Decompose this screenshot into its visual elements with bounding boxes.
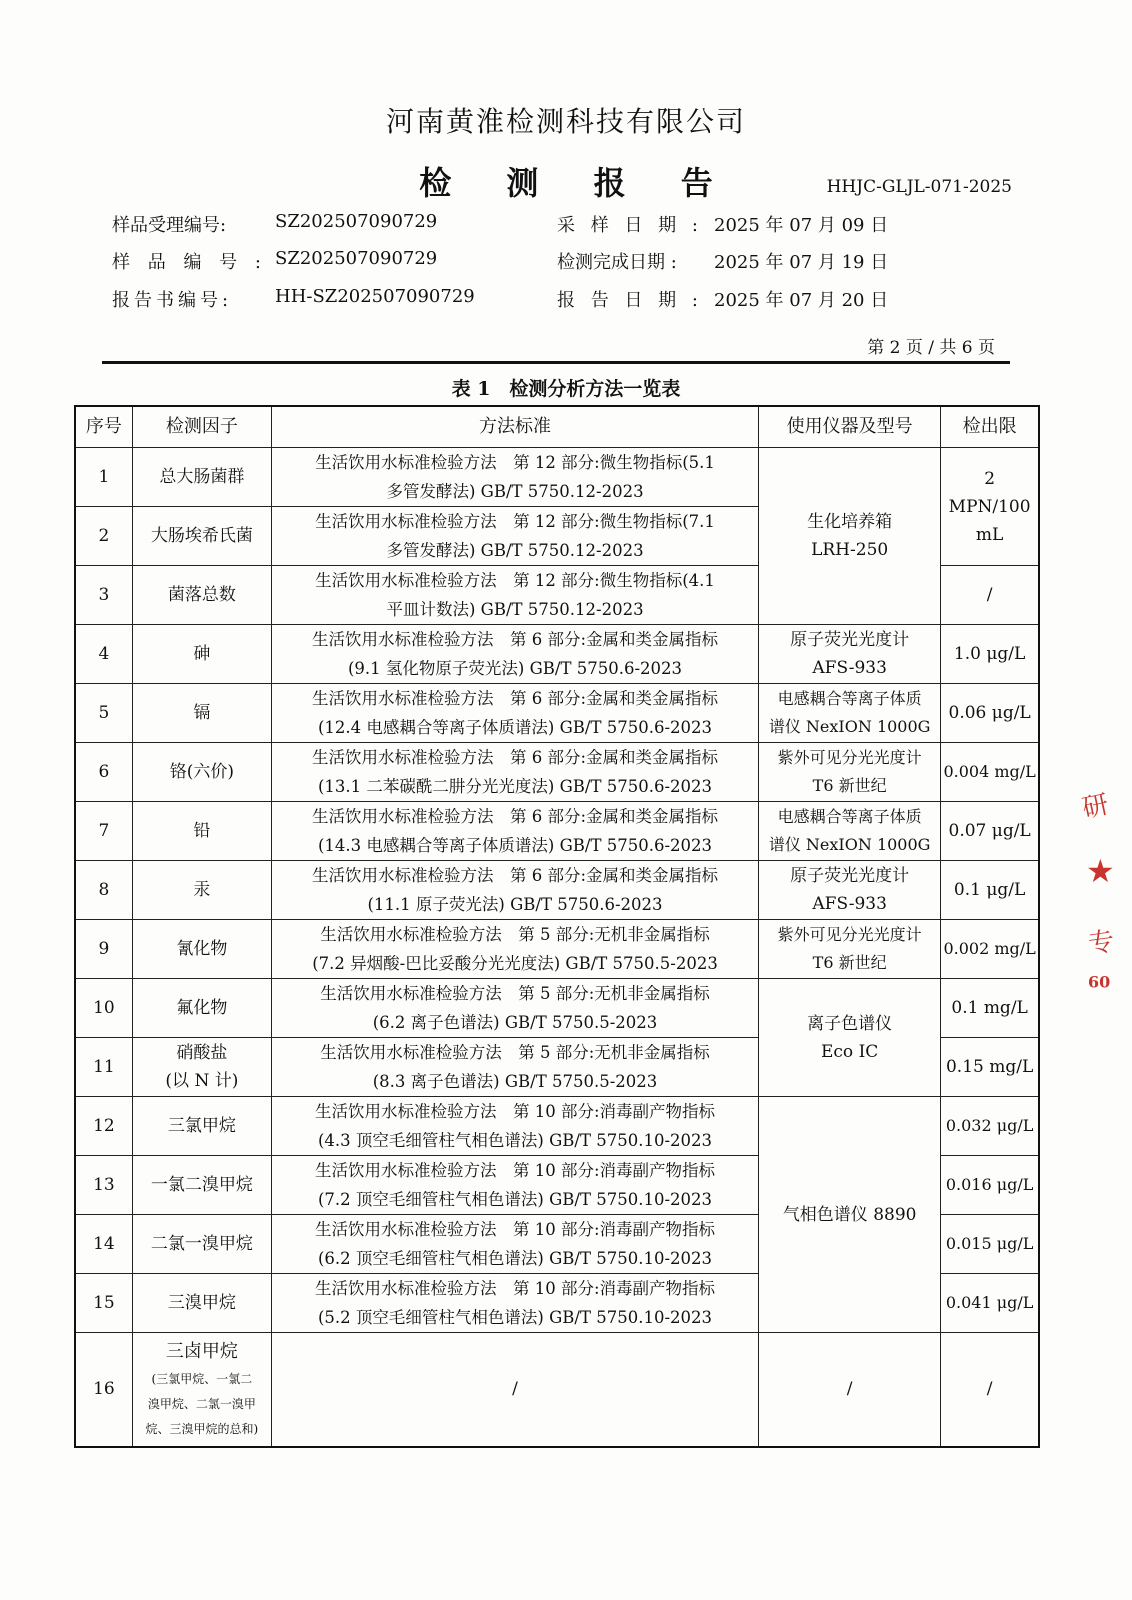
- company-name: 河南黄淮检测科技有限公司: [385, 105, 746, 138]
- row-limit: 0.032 μg/L: [941, 1097, 1039, 1156]
- header-factor: 检测因子: [132, 406, 271, 448]
- header-divider: [102, 361, 1010, 364]
- row-method: [271, 1274, 758, 1333]
- method-line: (8.3 离子色谱法) GB/T 5750.5-2023: [372, 1072, 658, 1091]
- instrument-model: 谱仪 NexION 1000G: [768, 717, 931, 736]
- factor-line: (以 N 计): [165, 1071, 239, 1091]
- row-method: [271, 1156, 758, 1215]
- row-limit: /: [941, 1333, 1039, 1447]
- method-line: 生活饮用水标准检验方法 第 12 部分:微生物指标(5.1: [315, 453, 715, 472]
- row-instrument: [759, 920, 941, 979]
- limit-line: mL: [975, 524, 1004, 545]
- stamp-char: 专: [1086, 926, 1117, 960]
- row-no: 3: [75, 566, 132, 625]
- row-limit: 0.004 mg/L: [941, 743, 1039, 802]
- sample-no-label: 样 品 编 号 :: [112, 252, 267, 273]
- row-factor: 三氯甲烷: [132, 1097, 271, 1156]
- row-instrument: /: [759, 1333, 941, 1447]
- header-method: 方法标准: [271, 406, 758, 448]
- report-no-label: 报告书编号:: [112, 290, 233, 311]
- instrument-name: 电感耦合等离子体质: [777, 689, 922, 708]
- method-line: (14.3 电感耦合等离子体质谱法) GB/T 5750.6-2023: [318, 836, 713, 855]
- method-line: 生活饮用水标准检验方法 第 6 部分:金属和类金属指标: [312, 807, 719, 826]
- report-code: HHJC-GLJL-071-2025: [826, 177, 1012, 197]
- factor-note: (三氯甲烷、一氯二: [151, 1371, 253, 1386]
- row-no: 6: [75, 743, 132, 802]
- instrument-name: 紫外可见分光光度计: [777, 748, 922, 767]
- row-factor: 三溴甲烷: [132, 1274, 271, 1333]
- instrument-name: 原子荧光光度计: [790, 866, 910, 886]
- method-line: (12.4 电感耦合等离子体质谱法) GB/T 5750.6-2023: [318, 718, 713, 737]
- row-no: 14: [75, 1215, 132, 1274]
- row-limit: 0.15 mg/L: [941, 1038, 1039, 1097]
- stamp-digits: 09: [1088, 972, 1111, 991]
- row-limit: 0.015 μg/L: [941, 1215, 1039, 1274]
- row-method: [271, 861, 758, 920]
- method-line: 生活饮用水标准检验方法 第 6 部分:金属和类金属指标: [312, 866, 719, 885]
- table-row: [75, 861, 1039, 920]
- finish-date-value: 2025 年 07 月 19 日: [714, 252, 889, 273]
- row-factor: 一氯二溴甲烷: [132, 1156, 271, 1215]
- instrument-model: 谱仪 NexION 1000G: [768, 835, 931, 854]
- row-factor: 二氯一溴甲烷: [132, 1215, 271, 1274]
- method-line: (6.2 顶空毛细管柱气相色谱法) GB/T 5750.10-2023: [318, 1249, 713, 1268]
- table-row: [75, 448, 1039, 507]
- incubator-instrument: [759, 448, 941, 625]
- instrument-model: T6 新世纪: [812, 776, 887, 795]
- table-row: [75, 625, 1039, 684]
- method-line: 多管发酵法) GB/T 5750.12-2023: [386, 541, 644, 560]
- method-line: 生活饮用水标准检验方法 第 5 部分:无机非金属指标: [320, 984, 710, 1003]
- row-no: 4: [75, 625, 132, 684]
- stamp-star-icon: ★: [1086, 852, 1115, 890]
- row-limit: 0.07 μg/L: [941, 802, 1039, 861]
- limit-line: MPN/100: [948, 496, 1031, 517]
- row-no: 16: [75, 1333, 132, 1447]
- method-line: 生活饮用水标准检验方法 第 6 部分:金属和类金属指标: [312, 630, 719, 649]
- row-no: 5: [75, 684, 132, 743]
- row-limit: 0.002 mg/L: [941, 920, 1039, 979]
- sample-no-value: SZ202507090729: [275, 248, 438, 269]
- row-factor: 铬(六价): [132, 743, 271, 802]
- method-line: (13.1 二苯碳酰二肼分光光度法) GB/T 5750.6-2023: [318, 777, 713, 796]
- report-date-label: 报 告 日 期 :: [557, 290, 703, 311]
- row-instrument: [759, 684, 941, 743]
- factor-line: 三卤甲烷: [165, 1340, 238, 1362]
- row-limit: 0.016 μg/L: [941, 1156, 1039, 1215]
- row-factor: 菌落总数: [132, 566, 271, 625]
- row-limit: /: [941, 566, 1039, 625]
- instrument-name: 紫外可见分光光度计: [777, 925, 922, 944]
- gas-chromatograph-instrument: 气相色谱仪 8890: [759, 1097, 941, 1333]
- row-no: 9: [75, 920, 132, 979]
- sampling-date-value: 2025 年 07 月 09 日: [714, 215, 889, 236]
- instrument-name: 电感耦合等离子体质: [777, 807, 922, 826]
- header-limit: 检出限: [941, 406, 1039, 448]
- method-line: 多管发酵法) GB/T 5750.12-2023: [386, 482, 644, 501]
- instrument-name: 生化培养箱: [807, 512, 893, 532]
- row-method: [271, 743, 758, 802]
- method-line: (7.2 异烟酸-巴比妥酸分光光度法) GB/T 5750.5-2023: [312, 954, 718, 973]
- method-line: 生活饮用水标准检验方法 第 5 部分:无机非金属指标: [320, 1043, 710, 1062]
- table-row: [75, 979, 1039, 1038]
- method-line: (9.1 氢化物原子荧光法) GB/T 5750.6-2023: [348, 659, 683, 678]
- mpn-limit: [941, 448, 1039, 566]
- row-method: [271, 1215, 758, 1274]
- method-line: (5.2 顶空毛细管柱气相色谱法) GB/T 5750.10-2023: [318, 1308, 713, 1327]
- row-no: 10: [75, 979, 132, 1038]
- row-method: /: [271, 1333, 758, 1447]
- method-line: 生活饮用水标准检验方法 第 10 部分:消毒副产物指标: [315, 1279, 716, 1298]
- instrument-model: T6 新世纪: [812, 953, 887, 972]
- receipt-no-value: SZ202507090729: [275, 211, 438, 232]
- table-row: [75, 920, 1039, 979]
- row-method: [271, 802, 758, 861]
- method-line: 生活饮用水标准检验方法 第 10 部分:消毒副产物指标: [315, 1220, 716, 1239]
- instrument-model: LRH-250: [811, 540, 889, 560]
- row-method: [271, 920, 758, 979]
- method-line: (7.2 顶空毛细管柱气相色谱法) GB/T 5750.10-2023: [318, 1190, 713, 1209]
- row-no: 15: [75, 1274, 132, 1333]
- row-method: [271, 507, 758, 566]
- row-factor: 铅: [132, 802, 271, 861]
- method-line: (6.2 离子色谱法) GB/T 5750.5-2023: [372, 1013, 658, 1032]
- method-line: 生活饮用水标准检验方法 第 6 部分:金属和类金属指标: [312, 748, 719, 767]
- row-method: [271, 625, 758, 684]
- table-row: [75, 802, 1039, 861]
- row-factor: 氟化物: [132, 979, 271, 1038]
- row-factor: 大肠埃希氏菌: [132, 507, 271, 566]
- row-no: 11: [75, 1038, 132, 1097]
- header-no: 序号: [75, 406, 132, 448]
- row-no: 8: [75, 861, 132, 920]
- row-instrument: [759, 802, 941, 861]
- row-limit: 0.1 μg/L: [941, 861, 1039, 920]
- row-instrument: [759, 861, 941, 920]
- row-method: [271, 684, 758, 743]
- row-factor: 镉: [132, 684, 271, 743]
- row-no: 7: [75, 802, 132, 861]
- method-line: 生活饮用水标准检验方法 第 12 部分:微生物指标(4.1: [315, 571, 715, 590]
- instrument-name: 原子荧光光度计: [790, 630, 910, 650]
- table-row: [75, 743, 1039, 802]
- row-factor: 砷: [132, 625, 271, 684]
- instrument-model: Eco IC: [821, 1041, 879, 1062]
- row-instrument: [759, 743, 941, 802]
- table-row: [75, 1333, 1039, 1447]
- methods-table: [74, 405, 1040, 1448]
- row-limit: 0.041 μg/L: [941, 1274, 1039, 1333]
- row-no: 2: [75, 507, 132, 566]
- row-no: 12: [75, 1097, 132, 1156]
- stamp-char: 研: [1079, 789, 1112, 825]
- red-seal-stamp: [1074, 780, 1132, 1010]
- method-line: 平皿计数法) GB/T 5750.12-2023: [386, 600, 644, 619]
- row-instrument: [759, 625, 941, 684]
- row-factor: 氰化物: [132, 920, 271, 979]
- receipt-no-label: 样品受理编号:: [112, 215, 227, 236]
- method-line: 生活饮用水标准检验方法 第 12 部分:微生物指标(7.1: [315, 512, 715, 531]
- finish-date-label: 检测完成日期 :: [557, 252, 677, 273]
- method-line: (4.3 顶空毛细管柱气相色谱法) GB/T 5750.10-2023: [318, 1131, 713, 1150]
- method-line: 生活饮用水标准检验方法 第 10 部分:消毒副产物指标: [315, 1102, 716, 1121]
- sampling-date-label: 采 样 日 期 :: [557, 215, 703, 236]
- page-number: 第 2 页 / 共 6 页: [867, 338, 995, 358]
- ion-chromatograph-instrument: [759, 979, 941, 1097]
- factor-line: 硝酸盐: [176, 1043, 228, 1063]
- factor-note: 烷、三溴甲烷的总和): [145, 1421, 259, 1436]
- header-instrument: 使用仪器及型号: [759, 406, 941, 448]
- row-limit: 0.06 μg/L: [941, 684, 1039, 743]
- row-factor: [132, 1333, 271, 1447]
- row-method: [271, 979, 758, 1038]
- method-line: 生活饮用水标准检验方法 第 6 部分:金属和类金属指标: [312, 689, 719, 708]
- row-factor: 汞: [132, 861, 271, 920]
- row-no: 13: [75, 1156, 132, 1215]
- limit-line: 2: [984, 468, 996, 489]
- row-factor: 总大肠菌群: [132, 448, 271, 507]
- row-limit: 0.1 mg/L: [941, 979, 1039, 1038]
- row-method: [271, 1038, 758, 1097]
- instrument-name: 离子色谱仪: [807, 1013, 893, 1034]
- row-method: [271, 566, 758, 625]
- table-row: [75, 1097, 1039, 1156]
- report-no-value: HH-SZ202507090729: [275, 286, 475, 307]
- method-line: 生活饮用水标准检验方法 第 5 部分:无机非金属指标: [320, 925, 710, 944]
- row-no: 1: [75, 448, 132, 507]
- instrument-model: AFS-933: [812, 658, 887, 678]
- report-date-value: 2025 年 07 月 20 日: [714, 290, 889, 311]
- row-method: [271, 448, 758, 507]
- row-limit: 1.0 μg/L: [941, 625, 1039, 684]
- table-caption: 表 1 检测分析方法一览表: [451, 378, 681, 400]
- factor-note: 溴甲烷、二氯一溴甲: [147, 1396, 256, 1411]
- method-line: 生活饮用水标准检验方法 第 10 部分:消毒副产物指标: [315, 1161, 716, 1180]
- row-method: [271, 1097, 758, 1156]
- report-title: 检 测 报 告: [419, 164, 735, 202]
- table-header-row: [75, 406, 1039, 448]
- method-line: (11.1 原子荧光法) GB/T 5750.6-2023: [367, 895, 663, 914]
- table-row: [75, 684, 1039, 743]
- row-factor: [132, 1038, 271, 1097]
- instrument-model: AFS-933: [812, 894, 887, 914]
